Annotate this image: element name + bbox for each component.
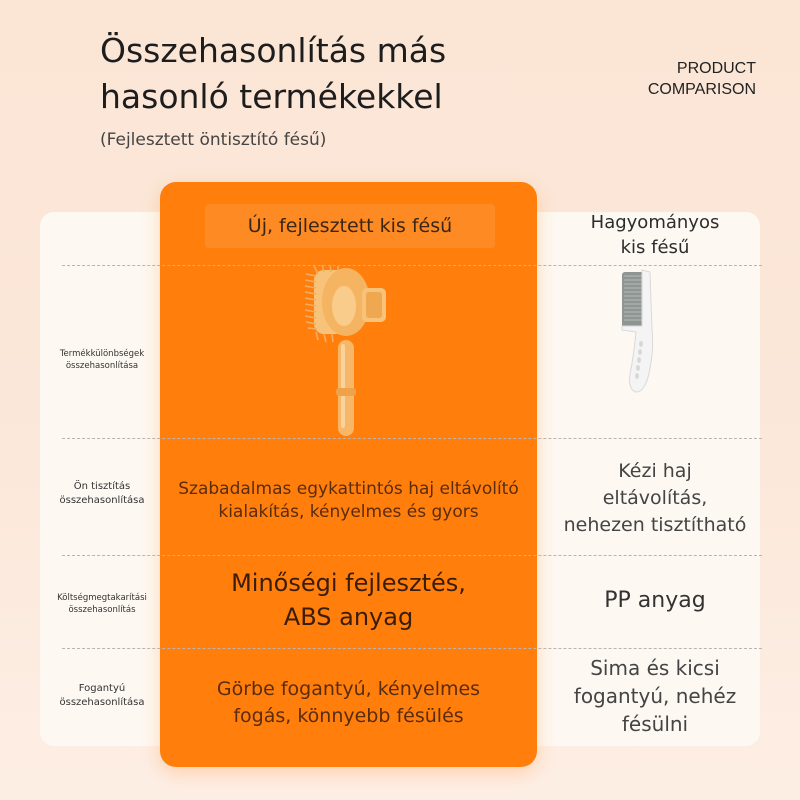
cell-text-line: fogantyú, nehéz <box>573 684 737 708</box>
row-label-handle <box>40 682 164 710</box>
row-label-line: összehasonlítása <box>65 361 139 371</box>
cell-text-line: Kézi haj <box>618 460 692 482</box>
cell-new-handle <box>160 676 537 730</box>
row-label-line: Ön tisztítás <box>73 481 131 492</box>
column-header-old-line-2: kis fésű <box>620 237 690 258</box>
column-header-new: Új, fejlesztett kis fésű <box>205 204 495 248</box>
cell-text-line: Szabadalmas egykattintós haj eltávolító <box>178 479 519 499</box>
row-label-line: összehasonlítás <box>68 605 136 615</box>
cell-text-line: ABS anyag <box>283 603 414 631</box>
upgraded-comb-image <box>300 262 420 446</box>
badge-line-2: COMPARISON <box>647 81 756 98</box>
cell-new-material <box>160 566 537 634</box>
cell-old-material <box>545 586 765 616</box>
row-label-self-cleaning <box>40 480 164 508</box>
cell-text-line: Sima és kicsi <box>590 656 720 680</box>
row-label-line: összehasonlítása <box>59 697 145 708</box>
traditional-comb-image <box>606 268 666 402</box>
column-header-old-line-1: Hagyományos <box>590 212 720 233</box>
cell-text-line: fésülni <box>621 712 689 736</box>
page-subtitle: (Fejlesztett öntisztító fésű) <box>100 130 327 150</box>
cell-text-line: Minőségi fejlesztés, <box>231 569 466 597</box>
cell-new-self-cleaning <box>160 478 537 524</box>
row-label-line: Költségmegtakarítási <box>57 593 147 603</box>
cell-text-line: kialakítás, kényelmes és gyors <box>218 502 479 522</box>
row-label-product-diff <box>40 348 164 372</box>
cell-old-handle <box>545 654 765 738</box>
upgraded-comb-icon <box>300 262 420 442</box>
traditional-comb-icon <box>606 268 666 398</box>
cell-old-self-cleaning <box>545 458 765 539</box>
row-divider <box>62 555 762 556</box>
row-label-line: összehasonlítása <box>59 495 145 506</box>
badge-line-1: PRODUCT <box>676 60 756 77</box>
row-label-line: Fogantyú <box>78 683 126 694</box>
row-divider <box>62 648 762 649</box>
cell-text-line: nehezen tisztítható <box>563 514 747 536</box>
cell-text-line: PP anyag <box>604 588 706 613</box>
column-header-old <box>545 210 765 260</box>
cell-text-line: eltávolítás, <box>602 487 708 509</box>
cell-text-line: Görbe fogantyú, kényelmes <box>216 678 481 700</box>
cell-text-line: fogás, könnyebb fésülés <box>233 705 464 727</box>
row-label-cost <box>40 592 164 616</box>
page-title: Összehasonlítás más hasonló termékekkel <box>100 31 447 116</box>
product-comparison-badge <box>648 58 756 100</box>
row-label-line: Termékkülönbségek <box>59 349 145 359</box>
